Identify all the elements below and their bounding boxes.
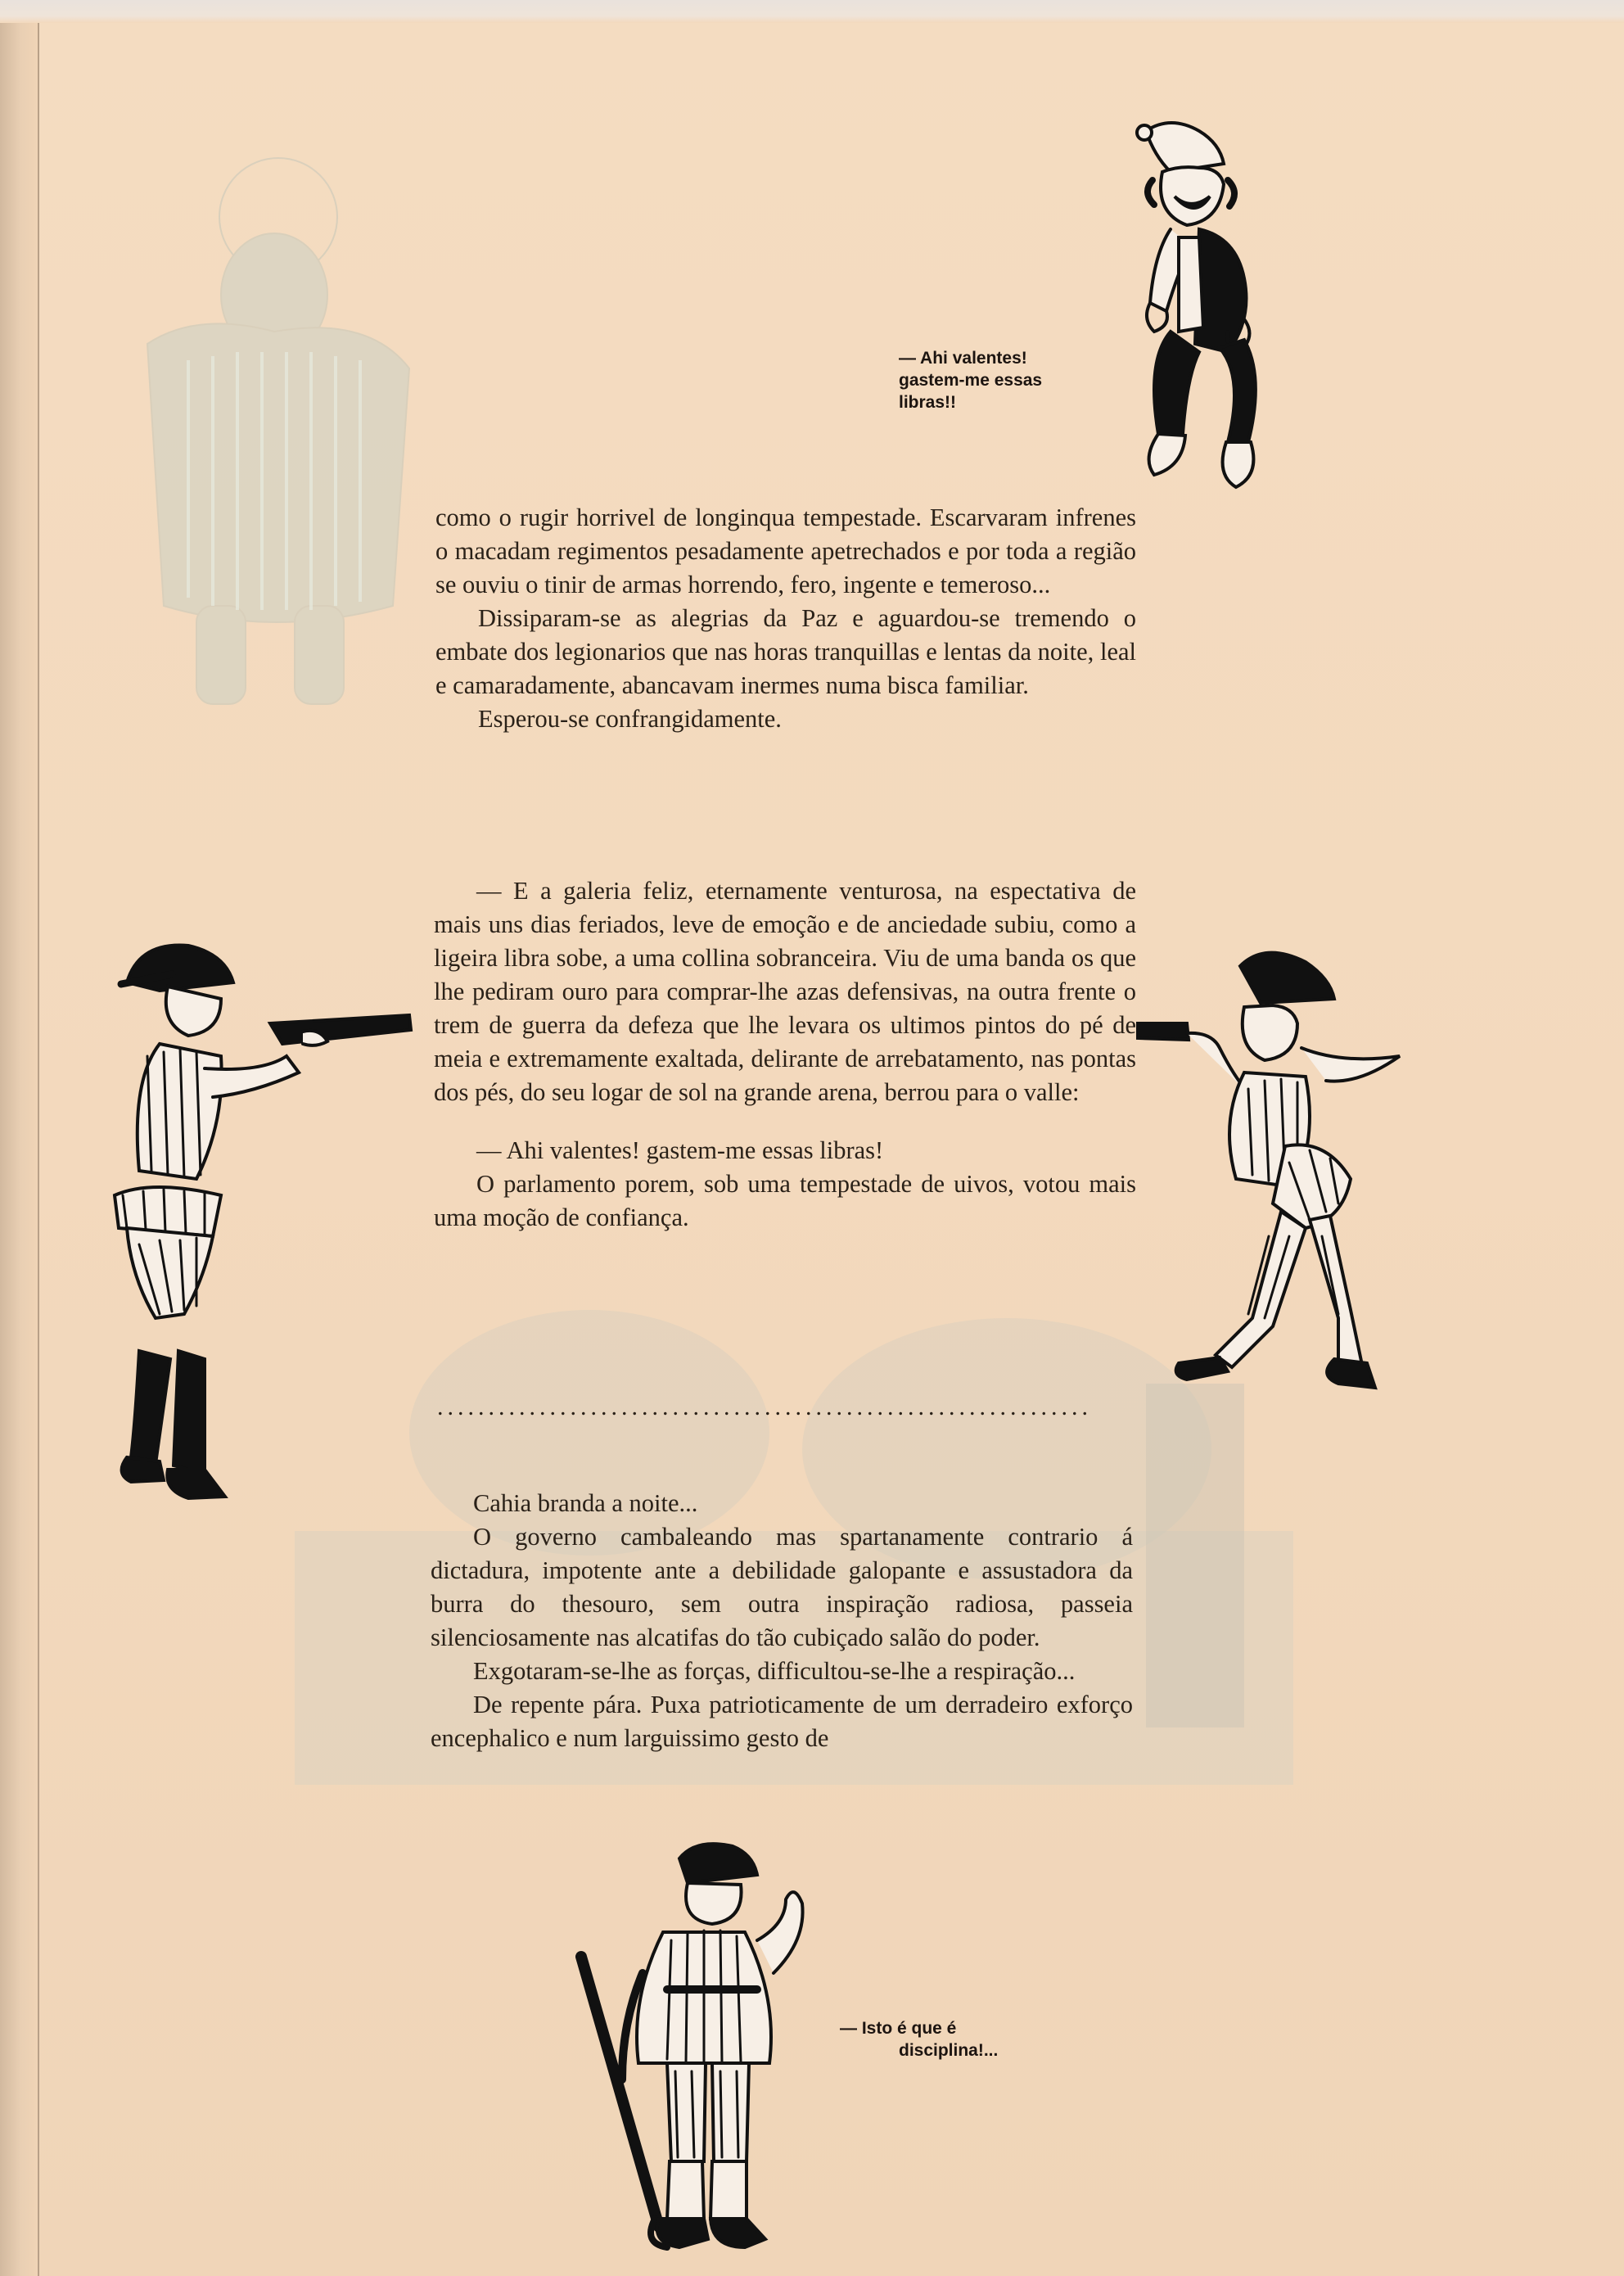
caption-top-line: — Ahi valentes!: [899, 349, 1027, 368]
paragraph: Exgotaram-se-lhe as forças, difficultou-se-lhe a respiração...: [473, 1657, 1076, 1685]
caption-bottom: [840, 2017, 1053, 2061]
soldier-pistol-illustration: [1130, 942, 1441, 1465]
text-block-1: [435, 501, 1136, 736]
show-through-figure: [98, 147, 426, 720]
paragraph: Dissiparam-se as alegrias da Paz e aguardou-se tremendo o embate dos legionarios que nas horas tranquillas e lentas da noite, leal e camaradamente, abancavam inermes numa bisca familiar.: [435, 604, 1136, 699]
laughing-man-illustration: [1121, 115, 1326, 508]
caption-top-line: gastem-me essas: [899, 371, 1043, 390]
text-block-3: [431, 1487, 1133, 1755]
page-spine: [0, 0, 39, 2276]
caption-bottom-line: disciplina!...: [899, 2041, 999, 2060]
caption-top-line: libras!!: [899, 393, 957, 412]
paragraph: Cahia branda a noite...: [473, 1489, 698, 1517]
paragraph: O governo cambaleando mas spartanamente contrario á dictadura, impotente ante a debilidade galopante e assustadora da burra do thesouro, sem outra inspiração radiosa, passeia silenciosamente nas alcatifas do tão cubiçado salão do poder.: [431, 1523, 1133, 1651]
separator-dots: ................................................................: [437, 1393, 1092, 1420]
soldier-rifle-illustration: [82, 933, 426, 1506]
soldier-bottom-illustration: [565, 1834, 827, 2260]
paragraph: — E a galeria feliz, eternamente venturosa, na espectativa de mais uns dias feriados, leve de emoção e de anciedade subiu, como a ligeira libra sobe, a uma collina sobranceira. Viu de uma banda os que lhe pediram ouro para comprar-lhe azas defensivas, na outra frente o trem de guerra da defeza que lhe levara os ultimos pintos do pé de meia e extremamente exaltada, delirante de arrebatamento, nas pontas dos pés, do seu logar de sol na grande arena, berrou para o valle:: [434, 877, 1136, 1106]
paragraph: como o rugir horrivel de longinqua tempestade. Escarvaram infrenes o macadam regimentos pesadamente apetrechados e por toda a região se ouviu o tinir de armas horrendo, fero, ingente e temeroso...: [435, 504, 1136, 598]
paragraph: O parlamento porem, sob uma tempestade de uivos, votou mais uma moção de confiança.: [434, 1170, 1136, 1231]
text-block-2: [434, 874, 1136, 1235]
paragraph: Esperou-se confrangidamente.: [478, 705, 782, 733]
paragraph: De repente pára. Puxa patrioticamente de um derradeiro exforço encephalico e num larguissimo gesto de: [431, 1691, 1133, 1752]
caption-bottom-line: — Isto é que é: [840, 2019, 957, 2038]
paragraph: — Ahi valentes! gastem-me essas libras!: [476, 1136, 884, 1164]
page-top-edge: [0, 0, 1624, 23]
caption-top: [899, 347, 1120, 413]
